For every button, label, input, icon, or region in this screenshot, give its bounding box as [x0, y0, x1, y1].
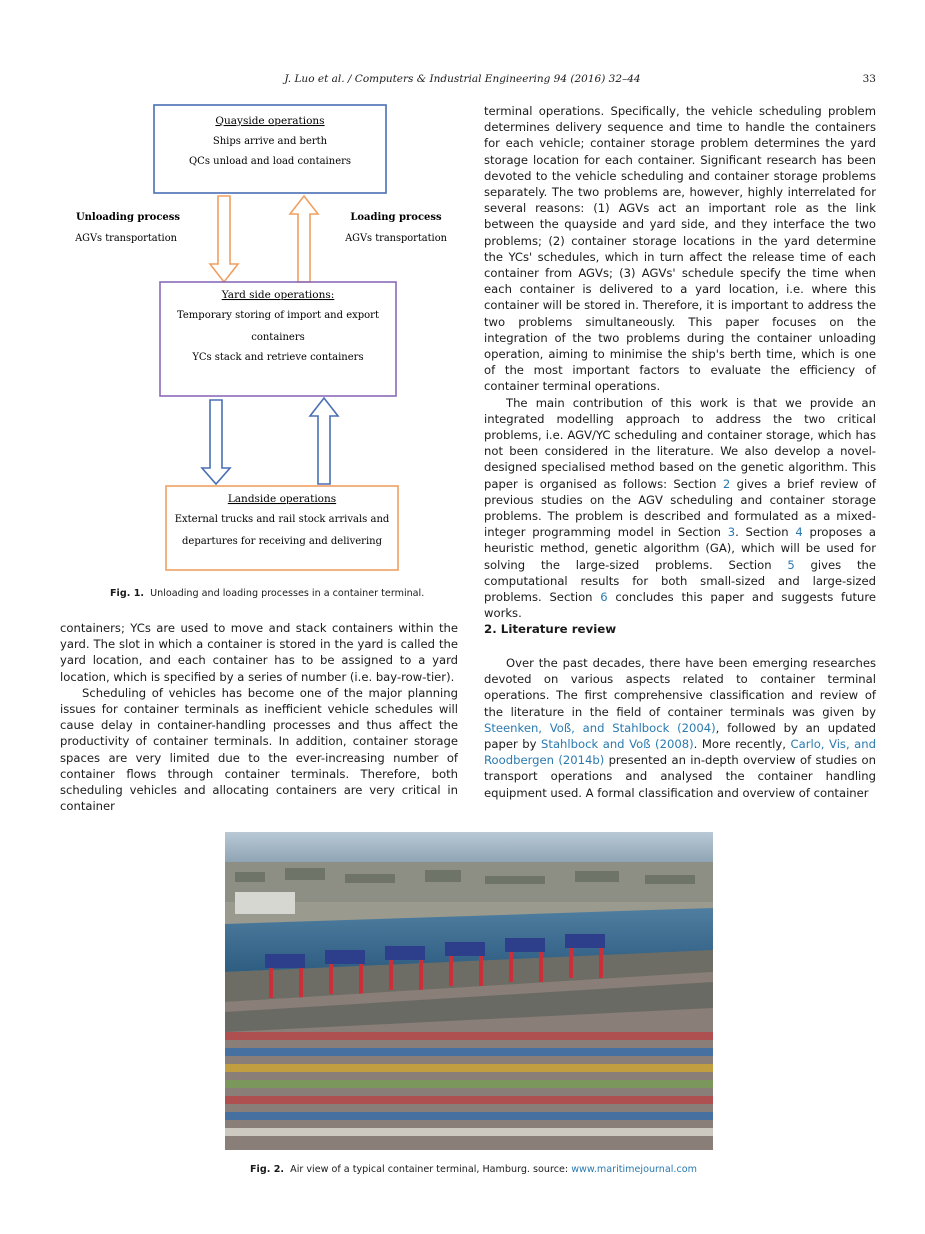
page-number: 33: [862, 73, 876, 85]
figure-2-photo: [225, 832, 713, 1150]
landside-line2: departures for receiving and delivering: [182, 536, 382, 547]
figure-1-caption-text: Unloading and loading processes in a container terminal.: [150, 588, 425, 599]
section-2-link[interactable]: 2: [722, 476, 731, 491]
yard-line2: containers: [251, 332, 305, 343]
figure-1-caption-label: Fig. 1.: [110, 588, 145, 599]
running-head: J. Luo et al. / Computers & Industrial Engineering 94 (2016) 32–44: [284, 73, 641, 85]
yard-to-land-arrow: [202, 400, 230, 484]
yard-line3: YCs stack and retrieve containers: [192, 352, 364, 363]
land-to-yard-arrow: [310, 398, 338, 484]
left-paragraph-2: Scheduling of vehicles has become one of the major planning issues for container terminals as inefficient vehicle schedules will cause delay in container-handling processes and thus affect the productivity of container terminals. In addition, container storage spaces are very limited due to the ever-increasing number of container flows through container terminals. Therefore, both scheduling vehicles and allocating containers are very critical in container: [60, 685, 458, 814]
landside-title: Landside operations: [227, 493, 337, 505]
quayside-line1: Ships arrive and berth: [212, 136, 328, 147]
figure-1-caption: [110, 587, 470, 600]
yard-title: Yard side operations:: [221, 289, 335, 301]
figure-1-diagram: [60, 100, 460, 580]
right-paragraph-1: terminal operations. Specifically, the vehicle scheduling problem determines delivery sequence and time to handle the containers for each vehicle; container storage problem determines the yard storage location for each container. Significant research has been devoted to the vehicle scheduling and container storage problems separately. The two problems are, however, highly interrelated for several reasons: (1) AGVs act an important role as the link between the quayside and yard side, and they interface the two problems; (2) container storage locations in the yard determine the YCs' schedules, which in turn affect the release time of each container from AGVs; (3) AGVs' schedule specify the time when each container is delivered to a yard location, i.e. where this container will be stored in. Therefore, it is important to address the two problems simultaneously. This paper focuses on the integration of the two problems during the container unloading operation, aiming to minimise the ship's berth time, which is one of the most important factors to evaluate the efficiency of container terminal operations.: [484, 104, 876, 394]
right-column-text: [484, 103, 876, 622]
section-4-link[interactable]: 4: [795, 525, 803, 540]
literature-review-text: [484, 655, 876, 801]
quayside-line2: QCs unload and load containers: [188, 156, 352, 167]
yard-line1: Temporary storing of import and export: [177, 310, 379, 321]
loading-arrow: [290, 196, 318, 282]
left-column-text: [60, 620, 458, 814]
section-6-link[interactable]: 6: [600, 590, 608, 605]
right-paragraph-3: Over the past decades, there have been emerging researches devoted on various aspects related to container terminal operations. The first comprehensive classification and review of the literature in the field of container terminals was given by Steenken, Voß, and Stahlbock (2004), followed by an updated paper by Stahlbock and Voß (2008). More recently, Carlo, Vis, and Roodbergen (2014b) presented an in-depth overview of studies on transport operations and analysed the container handling equipment used. A formal classification and overview of container: [484, 656, 877, 800]
ref-steenken[interactable]: Steenken, Voß, and Stahlbock (2004): [484, 720, 716, 735]
ref-carlo[interactable]: Carlo, Vis, and Roodbergen (2014b): [484, 737, 876, 768]
unloading-title: Unloading process: [75, 212, 181, 223]
quayside-title: Quayside operations: [215, 115, 325, 127]
section-5-link[interactable]: 5: [787, 557, 795, 572]
figure-2-caption-label: Fig. 2.: [250, 1164, 285, 1175]
left-paragraph-1: containers; YCs are used to move and stack containers within the yard. The slot in which a container is stored in the yard is called the yard location, and each container has to be assigned to a yard location, which is specified by a series of number (i.e. bay-row-tier).: [60, 621, 458, 684]
landside-line1: External trucks and rail stock arrivals and: [174, 514, 390, 525]
figure-2-caption: [250, 1163, 710, 1176]
unloading-sub: AGVs transportation: [75, 233, 177, 244]
right-paragraph-2: The main contribution of this work is that we provide an integrated modelling approach to address the two critical problems, i.e. AGV/YC scheduling and container storage, which has not been considered in the literature. We also develop a novel-designed specialised method based on the genetic algorithm. This paper is organised as follows: Section 2 gives a brief review of previous studies on the AGV scheduling and container storage problems. The problem is described and formulated as a mixed-integer programming model in Section 3. Section 4 proposes a heuristic method, genetic algorithm (GA), which will be used for solving the large-sized problems. Section 5 gives the computational results for both small-sized and large-sized problems. Section 6 concludes this paper and suggests future works.: [484, 395, 876, 621]
section-3-link[interactable]: 3: [727, 525, 736, 540]
section-heading: 2. Literature review: [484, 622, 617, 636]
ref-stahlbock[interactable]: Stahlbock and Voß (2008): [541, 737, 694, 752]
unloading-arrow: [210, 196, 238, 282]
maritime-journal-link[interactable]: www.maritimejournal.com: [571, 1164, 697, 1175]
figure-2-caption-text: Air view of a typical container terminal, Hamburg. source:: [290, 1164, 572, 1175]
loading-sub: AGVs transportation: [345, 233, 447, 244]
loading-title: Loading process: [350, 212, 442, 223]
